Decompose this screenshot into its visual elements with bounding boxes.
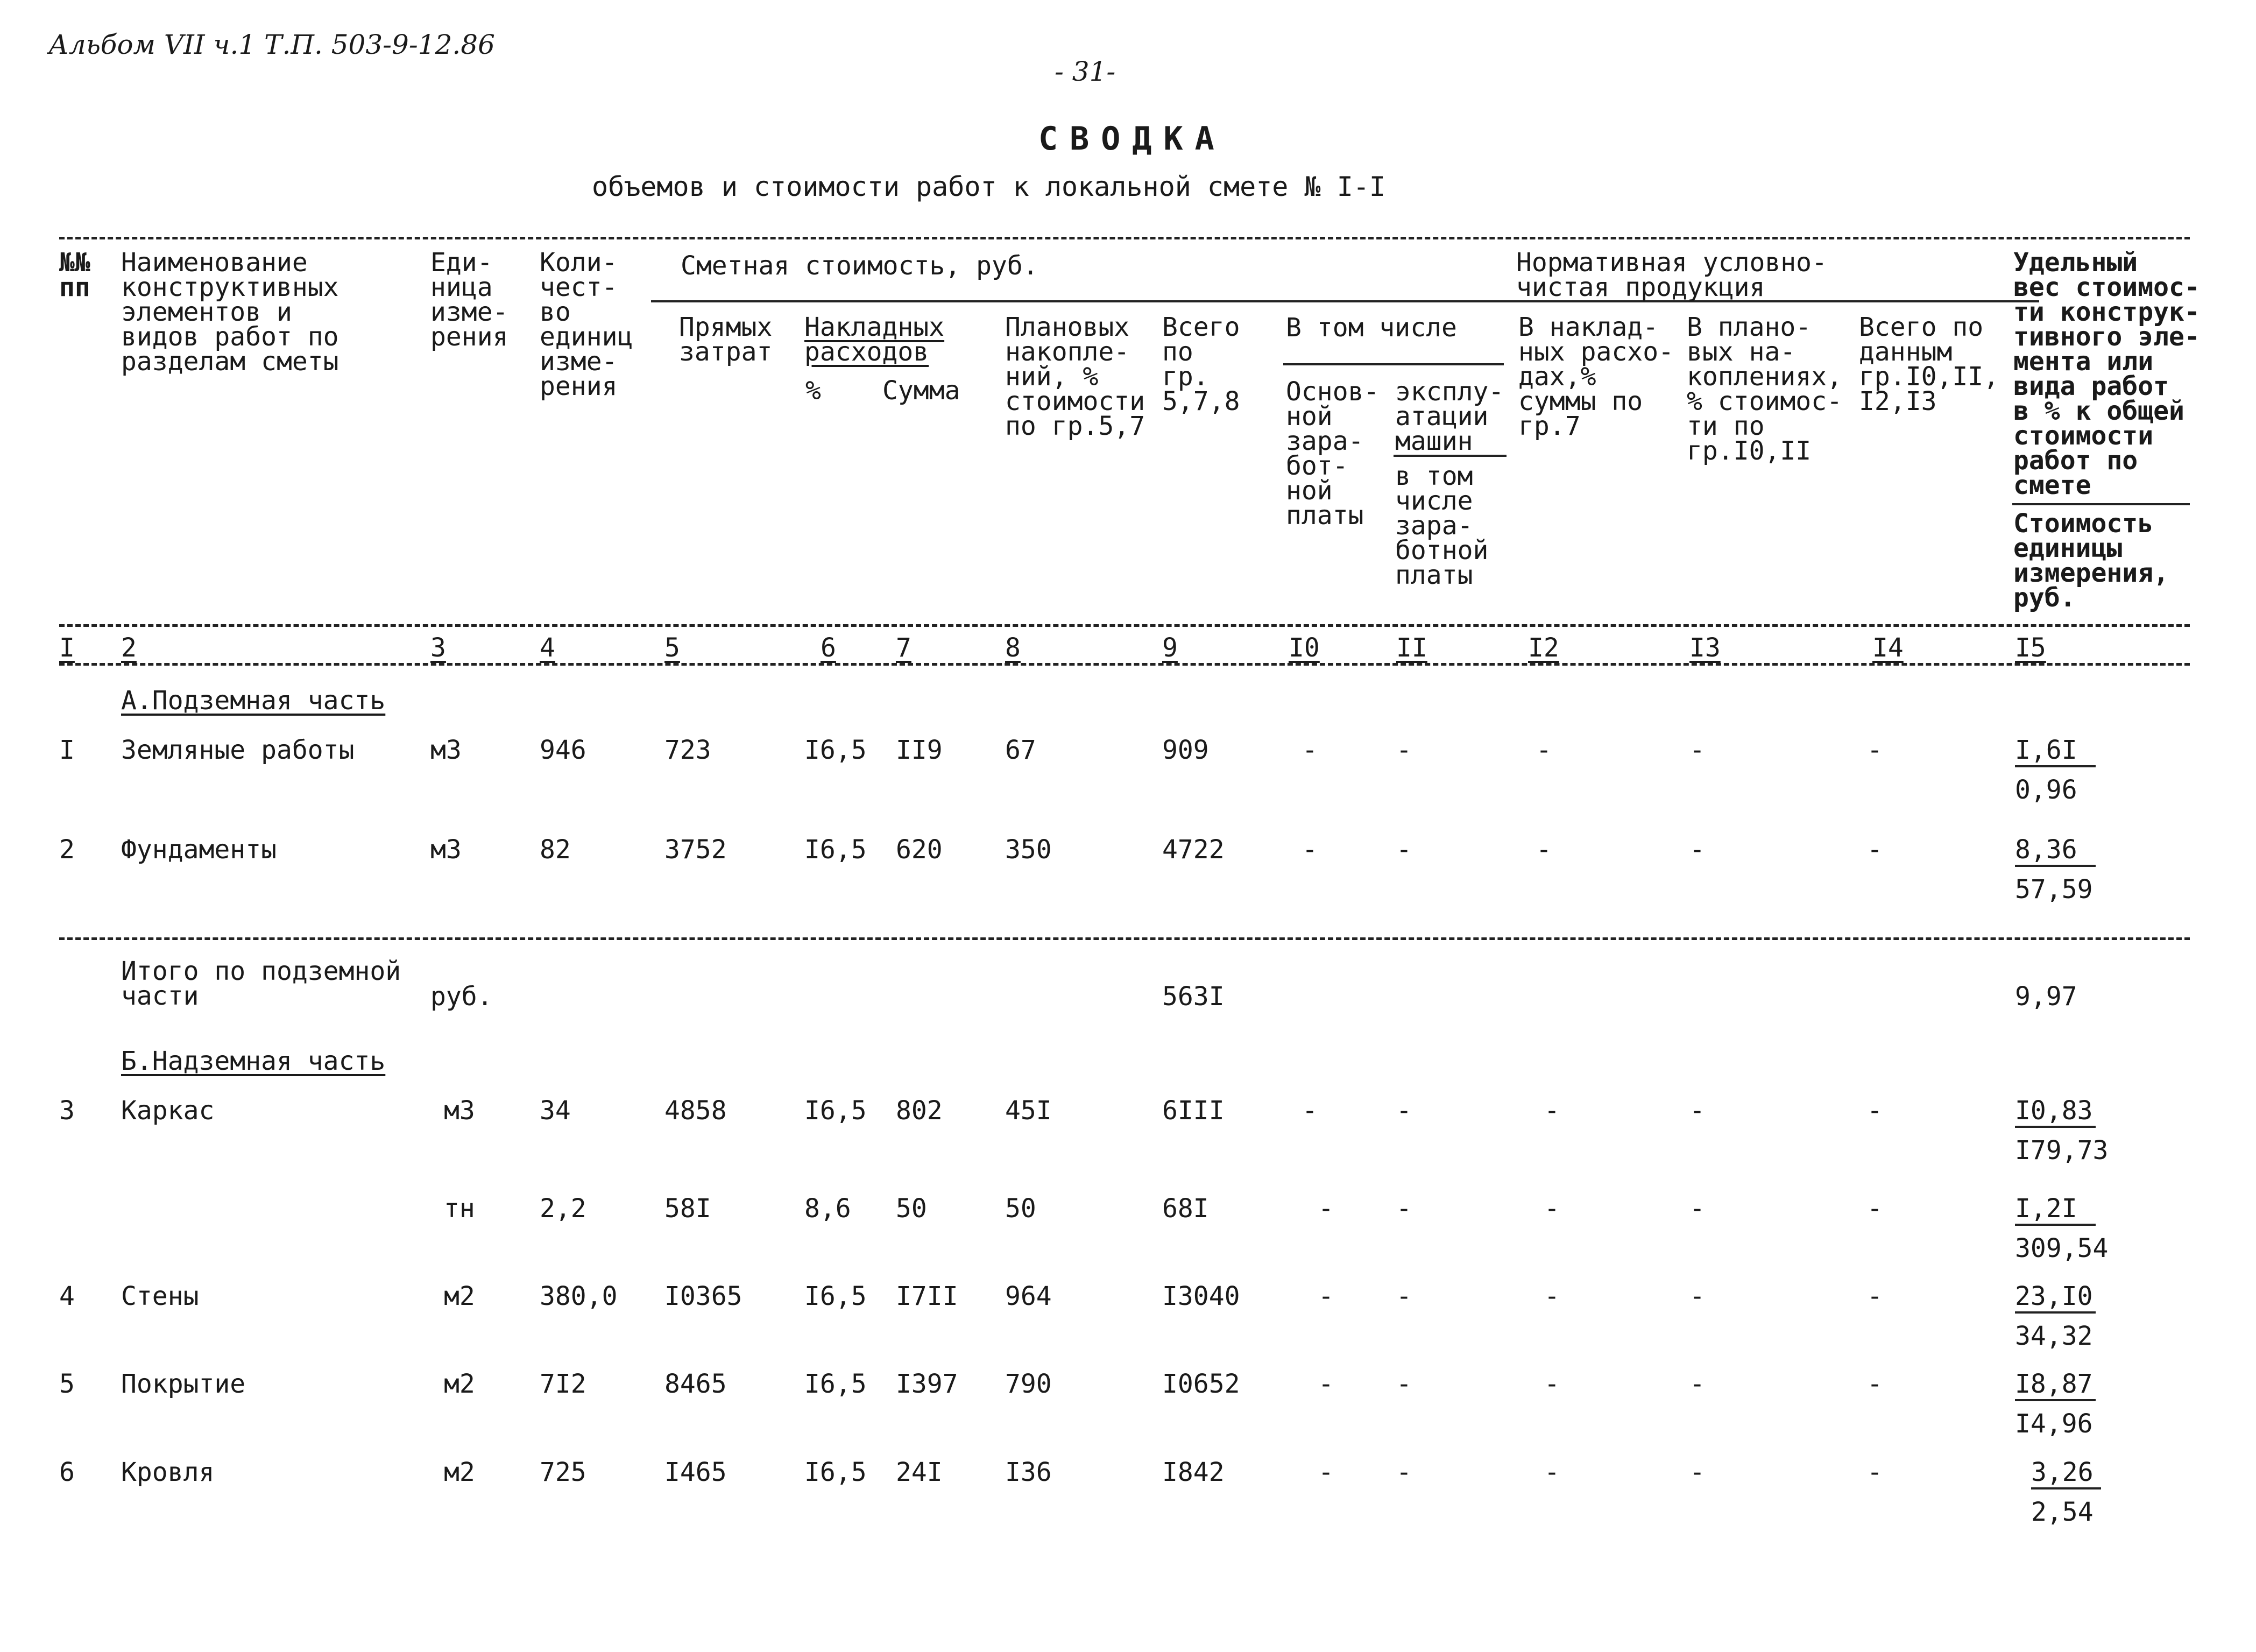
col-header-1: №№ пп (59, 248, 90, 302)
col-header-2: Наименование конструктивных элементов и видов работ по разделам сметы (121, 248, 339, 377)
row-col13: - (1689, 1457, 1705, 1487)
row-pct: I6,5 (804, 735, 867, 765)
row-col14: - (1867, 1194, 1883, 1224)
col-numbers-rule (59, 663, 2190, 666)
row-col13: - (1689, 1281, 1705, 1311)
row-unit-cost: I79,73 (2015, 1135, 2109, 1166)
row-qty: 7I2 (540, 1369, 586, 1399)
subtotal-unit: руб. (430, 982, 493, 1012)
row-number: 3 (59, 1096, 75, 1126)
row-col14: - (1867, 1281, 1883, 1311)
row-total: 6III (1162, 1096, 1225, 1126)
col-header-13: В плано- вых на- коплениях, % стоимос- ти по гр.I0,II (1687, 312, 1842, 466)
col-header-12: В наклад- ных расхо- дах,% суммы по гр.7 (1518, 312, 1674, 441)
row-col11: - (1396, 1096, 1412, 1126)
col-number-8: 8 (1005, 633, 1021, 663)
row-share-fraction (2015, 1096, 2109, 1166)
col-header-cost-group: Сметная стоимость, руб. (681, 251, 1038, 281)
album-note: Альбом VII ч.1 Т.П. 503-9-12.86 (48, 29, 495, 60)
row-unit-cost: 0,96 (2015, 775, 2077, 805)
row-direct: 3752 (664, 835, 727, 865)
row-share: I,2I (2015, 1196, 2096, 1226)
row-col13: - (1689, 835, 1705, 865)
table-top-rule (59, 237, 2190, 239)
row-col14: - (1867, 835, 1883, 865)
col-header-7: Сумма (882, 376, 960, 406)
col-header-9: Всего по гр. 5,7,8 (1162, 312, 1240, 416)
subtotal-share: 9,97 (2015, 982, 2077, 1012)
row-unit-cost: I4,96 (2015, 1409, 2093, 1439)
row-plan: 67 (1005, 735, 1036, 765)
row-direct: 58I (664, 1194, 711, 1224)
row-name: Земляные работы (121, 735, 355, 765)
row-share-fraction (2015, 835, 2096, 905)
col-header-10: Основ- ной зара- бот- ной платы (1286, 377, 1380, 531)
col-header-6: % (805, 376, 821, 406)
row-direct: I465 (664, 1457, 727, 1487)
row-col12: - (1544, 1096, 1560, 1126)
header-bottom-rule (59, 624, 2190, 627)
row-total: I3040 (1162, 1281, 1240, 1311)
row-qty: 725 (540, 1457, 586, 1487)
col-number-13: I3 (1689, 633, 1721, 663)
row-unit: м2 (444, 1369, 475, 1399)
row-plan: 350 (1005, 835, 1052, 865)
row-sum: II9 (896, 735, 943, 765)
row-sum: I397 (896, 1369, 958, 1399)
col-header-5: Прямых затрат (679, 312, 773, 367)
row-direct: 4858 (664, 1096, 727, 1126)
row-col13: - (1689, 735, 1705, 765)
col-header-norm-group: Нормативная условно- чистая продукция (1516, 248, 1827, 302)
document-title: СВОДКА (1038, 120, 1226, 158)
row-plan: 45I (1005, 1096, 1052, 1126)
row-plan: 790 (1005, 1369, 1052, 1399)
section-b-title: Б.Надземная часть (121, 1046, 386, 1076)
document-subtitle: объемов и стоимости работ к локальной смете № I-I (592, 171, 1386, 202)
row-unit-cost: 309,54 (2015, 1233, 2109, 1263)
row-col14: - (1867, 1457, 1883, 1487)
row-qty: 82 (540, 835, 571, 865)
row-share: I8,87 (2015, 1371, 2096, 1401)
row-unit-cost: 57,59 (2015, 874, 2093, 905)
col-header-overhead: Накладных расходов (804, 312, 945, 367)
row-qty: 2,2 (540, 1194, 586, 1224)
row-share: 8,36 (2015, 837, 2096, 867)
row-name: Фундаменты (121, 835, 277, 865)
row-col12: - (1544, 1281, 1560, 1311)
row-total: 909 (1162, 735, 1209, 765)
col-number-7: 7 (896, 633, 911, 663)
subtotal-total: 563I (1162, 982, 1225, 1012)
row-number: 6 (59, 1457, 75, 1487)
row-pct: I6,5 (804, 1457, 867, 1487)
row-name: Кровля (121, 1457, 215, 1487)
row-share: 23,I0 (2015, 1283, 2096, 1314)
header-group-rule (651, 300, 2039, 302)
row-col10: - (1302, 1096, 1318, 1126)
row-col10: - (1302, 835, 1318, 865)
col-header-8: Плановых накопле- ний, % стоимости по гр.5,7 (1005, 312, 1145, 441)
row-share-fraction (2031, 1459, 2101, 1525)
row-number: 4 (59, 1281, 75, 1311)
row-col12: - (1536, 735, 1552, 765)
col-number-1: I (59, 633, 75, 663)
row-sum: 620 (896, 835, 943, 865)
row-col12: - (1544, 1194, 1560, 1224)
page-number: - 31- (1055, 56, 1116, 87)
row-pct: I6,5 (804, 1369, 867, 1399)
row-col11: - (1396, 1369, 1412, 1399)
row-unit: м2 (444, 1457, 475, 1487)
row-unit-cost: 2,54 (2031, 1497, 2094, 1527)
row-pct: 8,6 (804, 1194, 851, 1224)
col-number-12: I2 (1528, 633, 1559, 663)
row-pct: I6,5 (804, 1096, 867, 1126)
row-unit: м3 (444, 1096, 475, 1126)
col-number-5: 5 (664, 633, 680, 663)
row-col10: - (1318, 1194, 1334, 1224)
row-col14: - (1867, 735, 1883, 765)
col-header-14: Всего по данным гр.I0,II, I2,I3 (1859, 312, 1999, 416)
row-col14: - (1867, 1369, 1883, 1399)
row-col11: - (1396, 1281, 1412, 1311)
col-header-11a: эксплу- атации машин (1395, 377, 1504, 456)
share-split-rule (2012, 503, 2190, 505)
col-number-6: 6 (821, 633, 836, 663)
section-a-title: А.Подземная часть (121, 686, 386, 716)
col-header-incl: В том числе (1286, 313, 1457, 343)
row-share: I0,83 (2015, 1098, 2096, 1128)
row-col11: - (1396, 1194, 1412, 1224)
row-col11: - (1396, 735, 1412, 765)
row-qty: 380,0 (540, 1281, 618, 1311)
row-col12: - (1544, 1457, 1560, 1487)
col-header-11b: в том числе зара- ботной платы (1395, 461, 1489, 590)
row-share-fraction (2015, 1371, 2096, 1437)
row-col12: - (1544, 1369, 1560, 1399)
row-unit: м2 (444, 1281, 475, 1311)
row-share: 3,26 (2031, 1459, 2101, 1489)
col-number-3: 3 (430, 633, 446, 663)
row-col10: - (1318, 1457, 1334, 1487)
row-total: I842 (1162, 1457, 1225, 1487)
row-unit: м3 (430, 735, 462, 765)
row-share: I,6I (2015, 737, 2096, 767)
row-col11: - (1396, 1457, 1412, 1487)
row-total: 4722 (1162, 835, 1225, 865)
incl-rule (1283, 363, 1504, 365)
col-number-4: 4 (540, 633, 555, 663)
row-number: 2 (59, 835, 75, 865)
row-direct: 8465 (664, 1369, 727, 1399)
row-col14: - (1867, 1096, 1883, 1126)
row-total: I0652 (1162, 1369, 1240, 1399)
col-number-14: I4 (1872, 633, 1904, 663)
row-number: 5 (59, 1369, 75, 1399)
col-header-15b: Стоимость единицы измерения, руб. (2013, 509, 2169, 613)
row-qty: 34 (540, 1096, 571, 1126)
row-sum: I7II (896, 1281, 958, 1311)
col-number-9: 9 (1162, 633, 1178, 663)
col-number-11: II (1396, 633, 1427, 663)
row-col10: - (1302, 735, 1318, 765)
row-number: I (59, 735, 75, 765)
row-sum: 50 (896, 1194, 927, 1224)
row-plan: 964 (1005, 1281, 1052, 1311)
row-unit-cost: 34,32 (2015, 1321, 2093, 1351)
row-total: 68I (1162, 1194, 1209, 1224)
row-sum: 24I (896, 1457, 943, 1487)
col-header-4: Коли- чест- во единиц изме- рения (540, 248, 633, 401)
row-col13: - (1689, 1369, 1705, 1399)
row-col10: - (1318, 1281, 1334, 1311)
row-share-fraction (2015, 737, 2096, 803)
row-col12: - (1536, 835, 1552, 865)
row-unit: м3 (430, 835, 462, 865)
row-col13: - (1689, 1096, 1705, 1126)
row-share-fraction (2015, 1194, 2109, 1263)
row-sum: 802 (896, 1096, 943, 1126)
subtotal-name: Итого по подземной части (121, 956, 401, 1011)
subtotal-rule (59, 937, 2190, 940)
row-plan: I36 (1005, 1457, 1052, 1487)
row-plan: 50 (1005, 1194, 1036, 1224)
row-unit: тн (444, 1194, 475, 1224)
row-col11: - (1396, 835, 1412, 865)
row-col10: - (1318, 1369, 1334, 1399)
col-number-15: I5 (2015, 633, 2046, 663)
row-share-fraction (2015, 1283, 2096, 1349)
col-header-15a: Удельный вес стоимос- ти конструк- тивного эле- мента или вида работ в % к общей стоимости работ по смете (2013, 248, 2200, 500)
row-pct: I6,5 (804, 1281, 867, 1311)
col-number-2: 2 (121, 633, 137, 663)
row-pct: I6,5 (804, 835, 867, 865)
row-direct: I0365 (664, 1281, 742, 1311)
col-number-10: I0 (1289, 633, 1320, 663)
row-name: Покрытие (121, 1369, 246, 1399)
row-qty: 946 (540, 735, 586, 765)
col-header-3: Еди- ница изме- рения (430, 248, 508, 352)
row-name: Каркас (121, 1096, 215, 1126)
row-direct: 723 (664, 735, 711, 765)
row-name: Стены (121, 1281, 199, 1311)
row-col13: - (1689, 1194, 1705, 1224)
